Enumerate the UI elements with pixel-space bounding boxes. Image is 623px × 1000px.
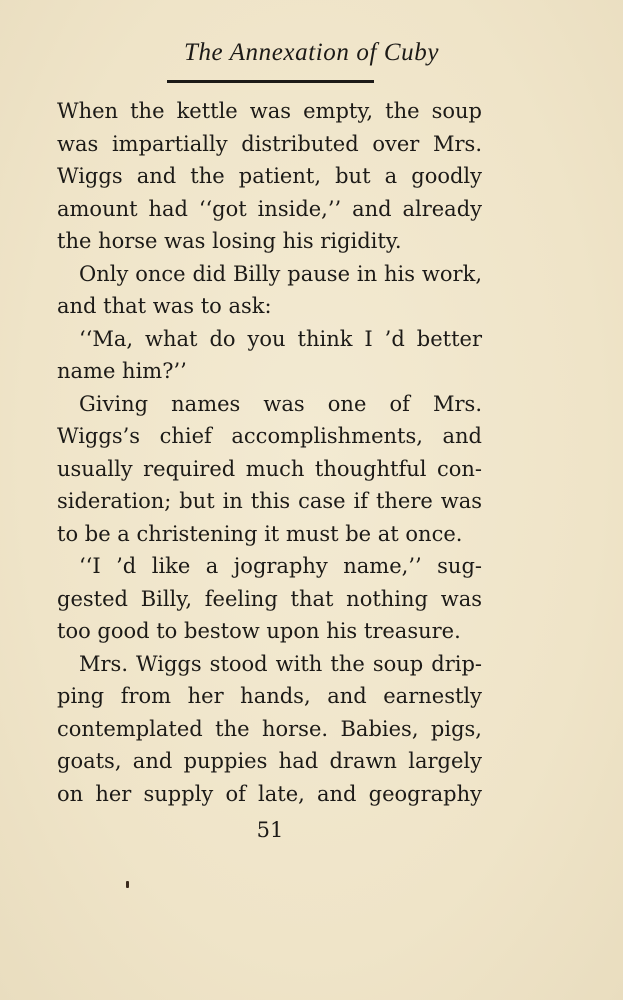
body-text <box>57 95 482 810</box>
text-line: name him?’’ <box>57 359 187 383</box>
ink-speck <box>126 881 129 888</box>
text-line: Wiggs’s chief accomplishments, and <box>57 424 482 448</box>
running-head: The Annexation of Cuby <box>183 39 440 66</box>
text-line: ‘‘I ’d like a jography name,’’ sug- <box>79 554 482 578</box>
text-line: too good to bestow upon his treasure. <box>57 619 461 643</box>
text-line: sideration; but in this case if there was <box>57 489 482 513</box>
text-line: and that was to ask: <box>57 294 272 318</box>
text-line: contemplated the horse. Babies, pigs, <box>57 716 482 741</box>
text-line: gested Billy, feeling that nothing was <box>57 586 482 611</box>
text-line: When the kettle was empty, the soup <box>57 99 482 123</box>
text-line: to be a christening it must be at once. <box>57 521 463 546</box>
page-number: 51 <box>256 818 284 842</box>
text-line: ‘‘Ma, what do you think I ’d better <box>79 326 482 351</box>
text-line: Giving names was one of Mrs. <box>79 391 482 416</box>
text-line: was impartially distributed over Mrs. <box>57 131 482 156</box>
text-line: the horse was losing his rigidity. <box>57 229 402 253</box>
text-line: amount had ‘‘got inside,’’ and already <box>57 196 482 221</box>
text-line: Mrs. Wiggs stood with the soup drip- <box>79 651 482 676</box>
text-line: usually required much thoughtful con- <box>57 456 482 481</box>
header-rule <box>167 80 374 83</box>
text-line: Wiggs and the patient, but a goodly <box>57 164 482 188</box>
text-line: ping from her hands, and earnestly <box>57 684 482 708</box>
text-line: Only once did Billy pause in his work, <box>79 261 482 286</box>
text-line: goats, and puppies had drawn largely <box>57 749 482 773</box>
text-line: on her supply of late, and geography <box>57 781 482 806</box>
